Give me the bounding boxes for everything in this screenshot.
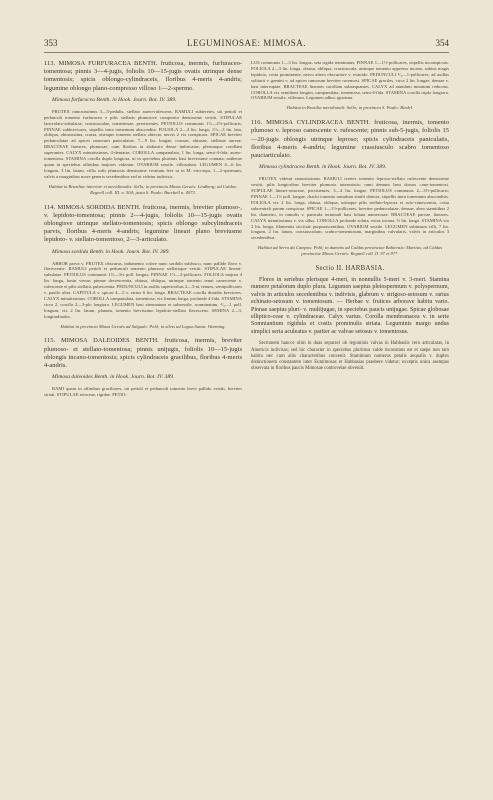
citation-115: Mimosa daleoides Benth. in Hook. Journ. Bot. IV. 389. [52,374,175,381]
citation-114: Mimosa sordida Benth. in Hook. Journ. Bot. IV. 389. [52,248,170,255]
habitat-113: Habitat in Brasiliae interiore et meridionalis: Sello; in provincia Minas Geraës: Lindberg; ad Caldas: Regnell coll. III. n. 504; juxta S. Paulo: Burchell n. 4073. [48,183,238,195]
running-title: LEGUMINOSAE: MIMOSA. [186,38,306,48]
section-notes: Sectionem hancce olim in duas separavi ob leguminis valvas in Habbasiis vero articulatas, in Americis indivisas; sed hic character in speciebus plurimus valde inconstans est et saepe non tam habitu nec cum aliis characteribus convenit. Stamimum numerus petalis aequalis v. duplex distinctionem constantem inter Eumimosas et Habbasias praebere videtur; exceptis unica asempus observata in floribus paucis Mimosae controvelae obveniit. [251,341,449,372]
description-115: RAMI quam in affinibus graciliores, uti petioli et pedunculi tomento brevi pallido vestiti, breviter striati. STIPULAE setaceae, rigidae. PETIO- [44,386,242,398]
species-entry-115: 115. MIMOSA DALEOIDES BENTH. fruticosa, inermis, breviter plumoso- et stellato-tomentosa; pinnis unijugis, foliolis 10—15-jugis oblongis incano-tomentosis; spicis cylindraceis gracilibus, floribus 4-meris 4-andris. [44,337,242,370]
running-header [44,38,449,50]
left-column [44,60,242,402]
habitat-116: Habitat ad Serra da Campos: Pohl; in dumetis ad Caldas provinciae Bahiensis: Martius; ad Caldas provinciae Minas Geraës: Regnell coll. II. 97 et 97*. [257,245,443,257]
section-description: Flores in seriebus plerisque 4-meri, in nonnullis 5-meri v. 3-meri. Stamina numero petalorum duplo plura. Legumen saepius pleiospermum v. polyspermum, valvis in articulos secedentibus v. indivisis, glabrum v. strigoso-setosum v. rarius echinato-setosum v. tomentosum. — Herbae v. frutices arborave habitu vario. Pinnae saepius pluri- v. multijugae, in speciebus paucis unijugae. Spicae globosae elliptico-ceae v. cylindraceae. Calyx varius. Corolla membranacea v. in serie Somniantium rigidula et costis prominulis striata. Leguminis margo undus simplici seria aculeatus v. pariter ac valvae setosus v. tomentosus. [251,277,449,335]
page-number-right: 354 [435,38,449,48]
description-115-continued: LUS communis 1—3 lin. longus, seta rigida terminatus; PINNAE 1—1½-pollicares, stipellis inconspicuis. FOLIOLA 2—3 lin. longa, obtusa, obliqua, crassiuscula, utrinque tomento appresso incano, subtus magis lepidoto, costa prominente, nervo altero obscuriore v. evanido. PEDUNCULI ⁴/₅—1-pollicares, ad axillas solitarii v. gemini v. ad apices ramorum breviter racemosi. SPICAE graciles, circa 2 lin. longae, densae v. basi interruptae. BRACTEAE lineares corollam subaequantes. CALYX ad annulum minutum reductus. COROLLA vix semilinea longior, campanulata, tomentosa, semi-4-fida. STAMINA corolla triplo longiora. OVARIUM sessile, villosum. Legumen adhuc ignotum. [251,60,449,101]
section-heading: Sectio II. HARBASIA. [315,265,385,273]
page-number-left: 353 [44,38,58,48]
species-entry-116: 116. MIMOSA CYLINDRACEA BENTH. fruticosa, inermis, tomento plumoso v. leproso canescente v. rufescente; pinnis sub-5-jugis, foliolis 15—20-jugis oblongis utrinque leproso; spicis cylindraceis paniculatis, floribus 4-meris 4-andris; legumine crassiusculo scabro tomentoso pauciarticulato. [251,119,449,160]
header-rule [44,52,449,53]
habitat-115: Habitat in Brasilia meridionali: Sello; in provincia S. Paulo: Riedel. [286,105,414,111]
species-entry-113: 113. MIMOSA FURFURACEA BENTH. fruticosa, inermis, furfuraceo-tomentosa; pinnis 3—4-jugis, foliolis 10—15-jugis ovatis utrinque dense tomentosis; spicis oblongo-cylindraceis, floribus 4-meris 4-andris; legumine oblongo plano-compresso villoso 1—2-spermo. [44,60,242,92]
description-116: FRUTEX videtur ramosissimus. RAMULI teretes tomento leproso-stellato rufescente densissime vestiti, pilis longioribus breviter plumosis intermixtis; rami demum laeu dorsus cano-tomentosi. STIPULAE lineari-setaceae, persistentes, 3—4 lin. longae. PETIOLUS communis 2—3½-pollicaris; PINNAE 1—1½ poll. longae, rhachi tomento ramulum simili obtecta, stipellis intra tomentum absconditis. FOLIOLA vix 2 lin. longa, obtusa, obliqua, utrinque pilis stellato-leprosa et rufo-canescentia, costa subcentrali parum conspicua. SPICAE 1—1½-pollicares, breviter pedunculatae, densae, abeo stamitibus 2 lin. diametro, in ramulis v. panicula terminali basi foliata numerosae. BRACTEAE parvae, lineares. CALYX minutissimus v. vix ullus. COROLLA profunde soluta, extus incana, ⅔ lin. longa. STAMINA vix 2 lin. longa, filamentis siccitate purpurascentibus. OVARIUM sessile. LEGUMEN subinsum villi, 7 lin. longum, 2 lin. latum, crassiusculum, scabro-tomentosum, marginibus valvularis, valvis in articulos 3 secedentibus. [251,176,449,241]
description-113: FRUTEX ramosissimus 3—5-pedalis, stellato aureo-rufescens. RAMULI subteretes, uti petioli et pedunculi tomento furfuraceo e pilis stellatis plumosive composito densissime vestiti. STIPULAE lanceolato-subulatae, crassiusculae, tomentosae, persistentes. PETIOLUS communis 1½—2½-pollicaris; PINNAE subbreviores, stipellis intra tomentum abscondita. FOLIOLA 2—4 lin. longa, 1½—3 lin. lata, obliqua, obtusissima, crassa, utrinque tomento stellato obtecta, nervis 2 vix conspicuis. SPICAE breviter pedunculatae ad apices ramorum paniculatae, 7—9 lin. longae, crassae, obtusae, stellatae aureae. BRACTEAE lineares, plumosae, cum floribus in alabastro dense imbricatae, plerumque corollam superantes. CALYX minutissimus, 4-dentatus. COROLLA campanulata, 1 lin. longa, semi-4-fida, aureo-tomentosa. STAMINA corolla duplo longiora, ut in speciebus plurimis basi brevissime connata; antherae quam in speciebus affinibus majores videntur. OVARIUM sessile, villosulum. LEGUMEN 4—6 lin. longum, 3 lin. latum, villis rufis plumosis densissime vestitum fere ut in M. ericoripa, 1—2-spermum; valvis a marginibus more generis secedentibus sed ut videtur indivisis. [44,108,242,179]
citation-116: Mimosa cylindracea Benth. in Hook. Journ. Bot. IV. 389. [259,164,387,171]
habitat-114: Habitat in provincia Minas Geraës ad Salgado: Pohl; in silvis ad Lagoa Santa: Warming. [60,323,226,329]
description-114: ARBOR parva v. FRUTEX obscurus, indumento colore nunc sordido subfusco, nunc pallide flavo v. flavescente. RAMULI petioli et pedunculi tomento plumoso stellatoque vestiti. STIPULAE lineari-subulatae. PETIOLUS communis 1½—3¼ poll. longus; PINNAE 1½—2-pollicares. FOLIOLA majora 4 lin. longa, basin versus pinnae decrescentia, obtusa, obliqua, utrinque tomento tenui canescente v. rufescente et pilis stellatis pubescentia. PEDUNCULI in axillis superioribus 2—3-ni, tenues, semipollicares v. paullo ultra. CAPITULA v. spicae 4—5 v. rarius 6 lin. longa. BRACTEAE corolla dimidio breviores. CALYX minutissimus. COROLLA campanulata, tomentosa, vix lineam longa, profunde 4-fida. STAMINA circa 2, corolla 2—3-plo longiora. LEGUMEN basi attenuatum et subsessile, acuminatum, ⁴/₅—1 poll. longum, vix 2 lin. latum, planum, tomento brevissimo lepidoto-stellato flavescens. SEMINA 2—3, longitudinalia. [44,260,243,319]
species-entry-114: 114. MIMOSA SORDIDA BENTH. fruticosa, inermis, breviter plumoso-, v. lepidoto-tomentosa; pinnis 2—4-jugis, foliolis 10—15-jugis ovatis oblongisve utrinque stellato-tomentosis; spicis oblongo subcylindraceis parvis, floribus 4-meris 4-andris; legumine lineari plano breviusme lepidoto- v. stellato-tomentoso, 2—3-articulato. [44,203,242,244]
right-column [251,60,449,372]
citation-113: Mimosa furfuracea Benth. in Hook. Journ. Bot. IV. 389. [52,96,177,103]
